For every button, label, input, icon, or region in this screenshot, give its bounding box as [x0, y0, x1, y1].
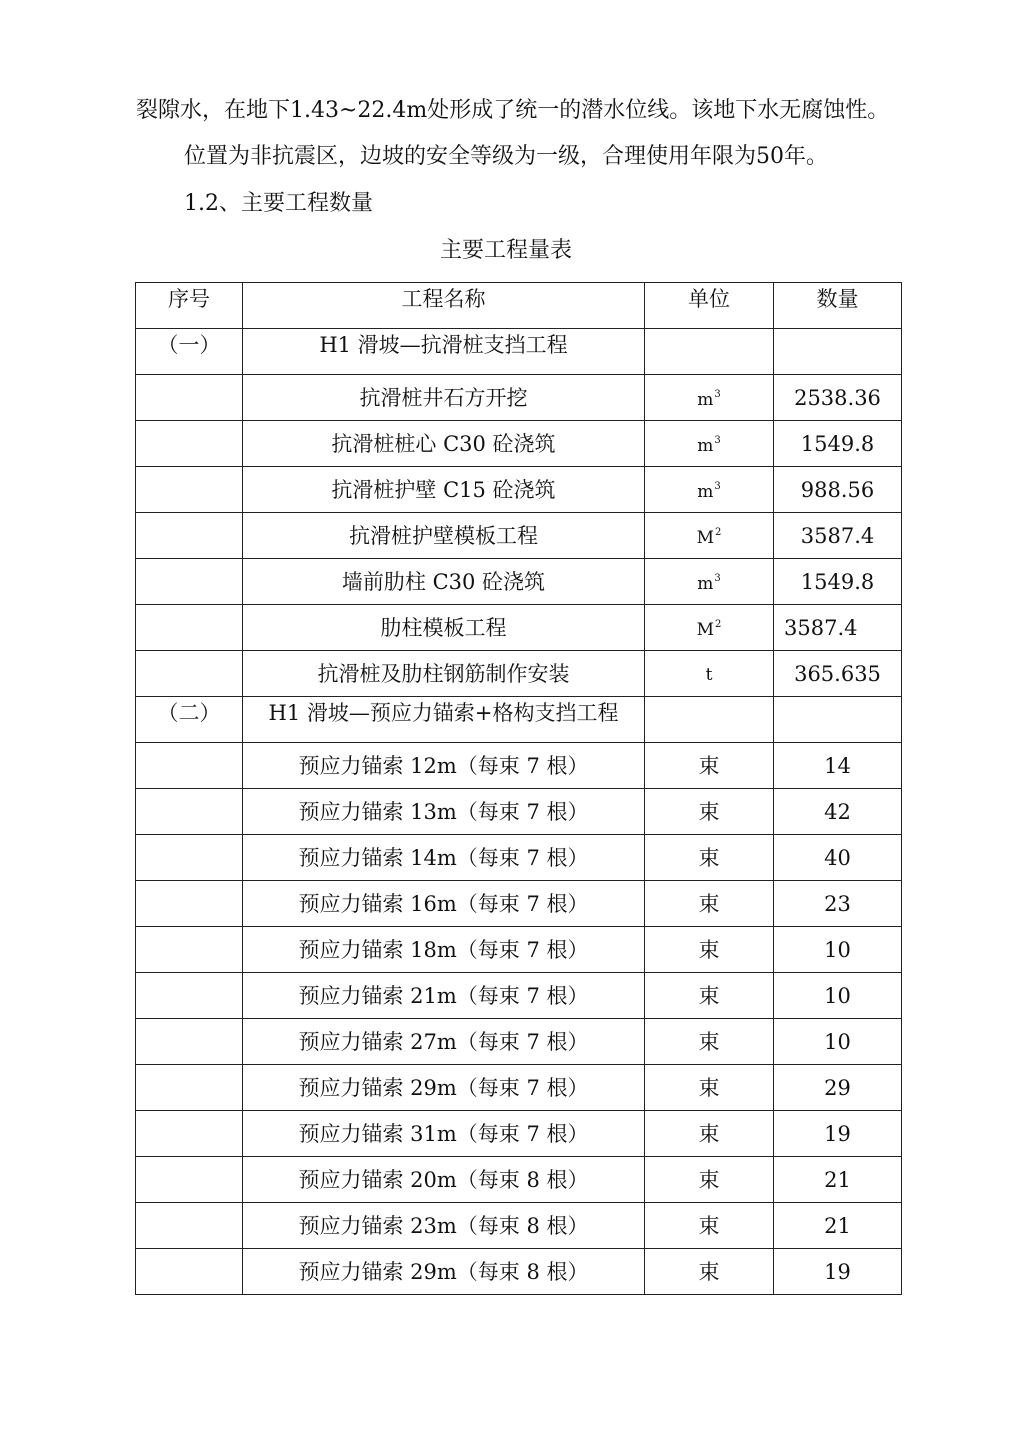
- qty-cell: [774, 697, 902, 743]
- unit-superscript: 3: [714, 435, 721, 446]
- seq-cell: [136, 651, 243, 697]
- seq-cell: [136, 973, 243, 1019]
- unit-cell: 束: [645, 1203, 774, 1249]
- seq-cell: [136, 559, 243, 605]
- name-cell: 预应力锚索 13m（每束 7 根）: [243, 789, 645, 835]
- table-row: [136, 973, 902, 1019]
- unit-cell: 束: [645, 973, 774, 1019]
- section-row: [136, 329, 902, 375]
- qty-cell: 988.56: [774, 467, 902, 513]
- unit-cell: 束: [645, 1157, 774, 1203]
- qty-cell: 10: [774, 1019, 902, 1065]
- name-cell: 预应力锚索 29m（每束 8 根）: [243, 1249, 645, 1295]
- unit-cell: 束: [645, 1019, 774, 1065]
- unit-cell: 束: [645, 1249, 774, 1295]
- unit-superscript: 2: [715, 527, 722, 538]
- unit-base: m: [697, 390, 714, 410]
- unit-superscript: 3: [714, 481, 721, 492]
- name-cell: 肋柱模板工程: [243, 605, 645, 651]
- unit-base: m: [697, 436, 714, 456]
- name-cell: 预应力锚索 20m（每束 8 根）: [243, 1157, 645, 1203]
- table-row: [136, 651, 902, 697]
- table-row: [136, 1111, 902, 1157]
- qty-cell: 19: [774, 1111, 902, 1157]
- unit-superscript: 2: [715, 619, 722, 630]
- header-cell-name: 工程名称: [243, 283, 645, 329]
- table-caption: 主要工程量表: [439, 238, 572, 263]
- seq-cell: [136, 1111, 243, 1157]
- table-row: [136, 789, 902, 835]
- seq-cell: [136, 789, 243, 835]
- name-cell: 预应力锚索 12m（每束 7 根）: [243, 743, 645, 789]
- seq-cell: [136, 605, 243, 651]
- body-paragraph-groundwater: 裂隙水，在地下1.43~22.4m处形成了统一的潜水位线。该地下水无腐蚀性。: [136, 98, 890, 123]
- header-cell-unit: 单位: [645, 283, 774, 329]
- unit-base: t: [705, 664, 713, 685]
- unit-cell: [645, 605, 774, 651]
- table-row: [136, 1203, 902, 1249]
- section-heading: 1.2、主要工程数量: [184, 191, 373, 216]
- qty-cell: 21: [774, 1157, 902, 1203]
- unit-cell: 束: [645, 1111, 774, 1157]
- unit-base: M: [696, 528, 715, 548]
- name-cell: 抗滑桩井石方开挖: [243, 375, 645, 421]
- qty-cell: 2538.36: [774, 375, 902, 421]
- table-header-row: [136, 283, 902, 329]
- table-row: [136, 467, 902, 513]
- unit-cell: 束: [645, 881, 774, 927]
- name-cell: 抗滑桩及肋柱钢筋制作安装: [243, 651, 645, 697]
- qty-cell: 14: [774, 743, 902, 789]
- unit-cell: 束: [645, 1065, 774, 1111]
- qty-cell: 23: [774, 881, 902, 927]
- qty-cell: 19: [774, 1249, 902, 1295]
- table-row: [136, 1249, 902, 1295]
- quantities-table: [135, 282, 902, 1295]
- unit-base: m: [697, 482, 714, 502]
- seq-cell: [136, 1249, 243, 1295]
- table-row: [136, 513, 902, 559]
- table-row: [136, 1065, 902, 1111]
- table-row: [136, 881, 902, 927]
- seq-cell: [136, 467, 243, 513]
- unit-cell: 束: [645, 927, 774, 973]
- unit-cell: [645, 467, 774, 513]
- seq-cell: [136, 375, 243, 421]
- name-cell: 抗滑桩护壁 C15 砼浇筑: [243, 467, 645, 513]
- header-cell-qty: 数量: [774, 283, 902, 329]
- qty-cell: [774, 329, 902, 375]
- unit-cell: [645, 559, 774, 605]
- unit-cell: 束: [645, 789, 774, 835]
- table-row: [136, 835, 902, 881]
- table-row: [136, 421, 902, 467]
- table-row: [136, 743, 902, 789]
- qty-cell: 40: [774, 835, 902, 881]
- name-cell: 预应力锚索 29m（每束 7 根）: [243, 1065, 645, 1111]
- qty-cell: 1549.8: [774, 559, 902, 605]
- unit-cell: [645, 697, 774, 743]
- name-cell: 预应力锚索 23m（每束 8 根）: [243, 1203, 645, 1249]
- qty-cell: 1549.8: [774, 421, 902, 467]
- qty-cell: 29: [774, 1065, 902, 1111]
- name-cell: 预应力锚索 14m（每束 7 根）: [243, 835, 645, 881]
- qty-cell: 3587.4: [774, 513, 902, 559]
- seq-cell: [136, 421, 243, 467]
- section-title: H1 滑坡—抗滑桩支挡工程: [243, 329, 645, 375]
- qty-cell: 42: [774, 789, 902, 835]
- name-cell: 预应力锚索 16m（每束 7 根）: [243, 881, 645, 927]
- section-title: H1 滑坡—预应力锚索+格构支挡工程: [243, 697, 645, 743]
- seq-cell: [136, 881, 243, 927]
- seq-cell: [136, 743, 243, 789]
- unit-cell: [645, 421, 774, 467]
- name-cell: 预应力锚索 18m（每束 7 根）: [243, 927, 645, 973]
- table-row: [136, 375, 902, 421]
- seq-cell: [136, 1019, 243, 1065]
- name-cell: 预应力锚索 27m（每束 7 根）: [243, 1019, 645, 1065]
- unit-cell: 束: [645, 743, 774, 789]
- header-cell-seq: 序号: [136, 283, 243, 329]
- unit-cell: [645, 375, 774, 421]
- qty-cell: 10: [774, 927, 902, 973]
- unit-cell: [645, 329, 774, 375]
- seq-cell: [136, 1065, 243, 1111]
- section-row: [136, 697, 902, 743]
- name-cell: 抗滑桩护壁模板工程: [243, 513, 645, 559]
- name-cell: 预应力锚索 21m（每束 7 根）: [243, 973, 645, 1019]
- name-cell: 抗滑桩桩心 C30 砼浇筑: [243, 421, 645, 467]
- unit-cell: [645, 651, 774, 697]
- seq-cell: [136, 927, 243, 973]
- section-seq: （二）: [136, 697, 243, 743]
- seq-cell: [136, 1157, 243, 1203]
- qty-cell: 21: [774, 1203, 902, 1249]
- unit-superscript: 3: [714, 573, 721, 584]
- unit-base: M: [696, 620, 715, 640]
- table-row: [136, 1157, 902, 1203]
- name-cell: 墙前肋柱 C30 砼浇筑: [243, 559, 645, 605]
- section-seq: （一）: [136, 329, 243, 375]
- seq-cell: [136, 835, 243, 881]
- body-paragraph-seismic: 位置为非抗震区，边坡的安全等级为一级，合理使用年限为50年。: [184, 144, 828, 169]
- seq-cell: [136, 1203, 243, 1249]
- qty-cell: 10: [774, 973, 902, 1019]
- unit-cell: 束: [645, 835, 774, 881]
- qty-cell: 3587.4: [774, 605, 902, 651]
- unit-superscript: 3: [714, 389, 721, 400]
- unit-base: m: [697, 574, 714, 594]
- qty-cell: 365.635: [774, 651, 902, 697]
- table-row: [136, 559, 902, 605]
- seq-cell: [136, 513, 243, 559]
- table-row: [136, 605, 902, 651]
- name-cell: 预应力锚索 31m（每束 7 根）: [243, 1111, 645, 1157]
- unit-cell: [645, 513, 774, 559]
- table-row: [136, 1019, 902, 1065]
- table-row: [136, 927, 902, 973]
